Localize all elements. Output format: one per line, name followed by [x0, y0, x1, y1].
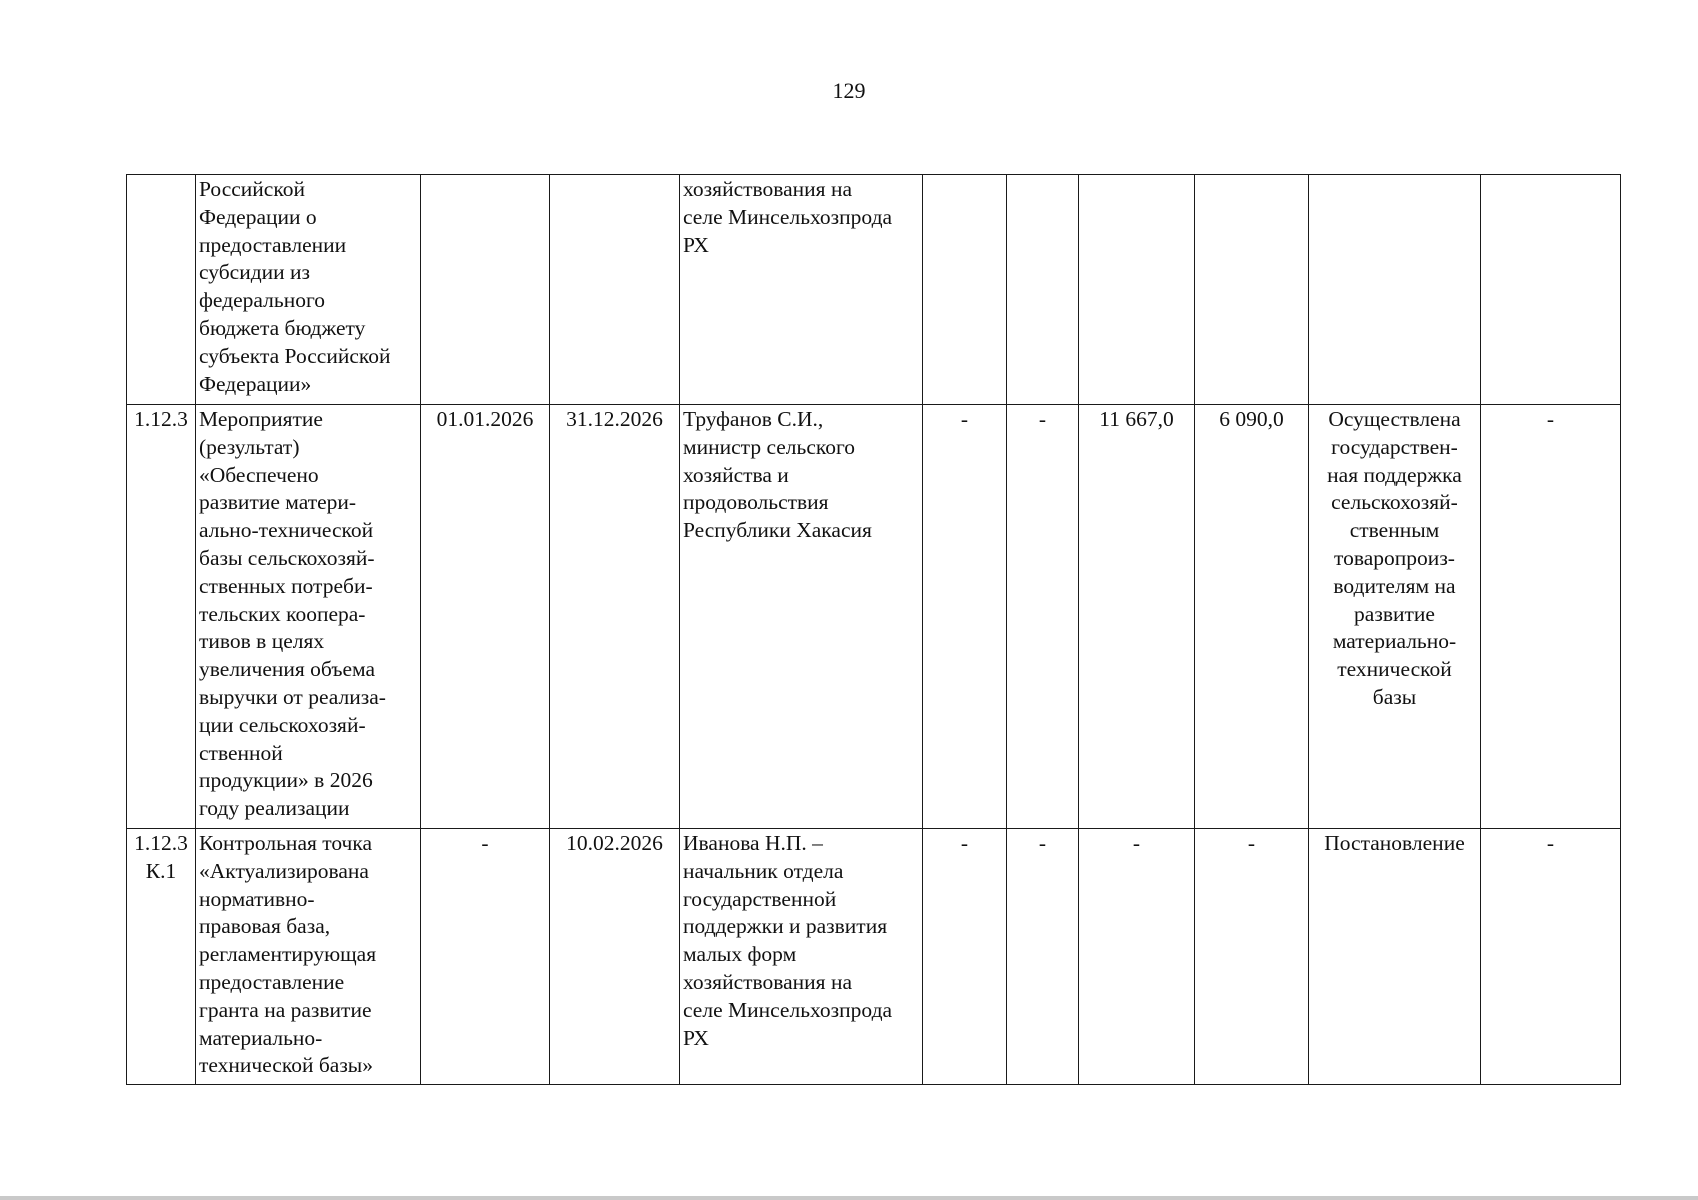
value-cell-4: 6 090,0	[1195, 405, 1309, 829]
row-id-cell: 1.12.3	[127, 405, 196, 829]
page-number: 129	[832, 78, 866, 103]
value-cell-3: 11 667,0	[1079, 405, 1195, 829]
table-row	[127, 405, 1621, 829]
row-id-cell: 1.12.3 К.1	[127, 829, 196, 1085]
activity-name-cell: Мероприятие (результат) «Обеспечено развитие матери- ально-технической базы сельскохозяй- ственных потреби- тельских коопера- тивов в целях увеличения объема выручки от реализа- ции сельскохозяй- ственной продукции» в 2026 году реализации	[196, 405, 421, 829]
value-cell-2: -	[1007, 405, 1079, 829]
last-cell: -	[1481, 405, 1621, 829]
responsible-cell: Иванова Н.П. – начальник отдела государственной поддержки и развития малых форм хозяйствования на селе Минсельхозпрода РХ	[680, 829, 923, 1085]
scan-bottom-edge	[0, 1196, 1698, 1200]
start-date-cell: -	[421, 829, 550, 1085]
end-date-cell	[550, 175, 680, 405]
activity-name-cell: Российской Федерации о предоставлении субсидии из федерального бюджета бюджету субъекта Российской Федерации»	[196, 175, 421, 405]
result-cell: Постановление	[1309, 829, 1481, 1085]
table-row	[127, 175, 1621, 405]
activity-plan-table	[126, 174, 1621, 1085]
table-row	[127, 829, 1621, 1085]
end-date-cell: 10.02.2026	[550, 829, 680, 1085]
end-date-cell: 31.12.2026	[550, 405, 680, 829]
value-cell-1: -	[923, 405, 1007, 829]
value-cell-4: -	[1195, 829, 1309, 1085]
value-cell-1: -	[923, 829, 1007, 1085]
last-cell: -	[1481, 829, 1621, 1085]
start-date-cell: 01.01.2026	[421, 405, 550, 829]
responsible-cell: Труфанов С.И., министр сельского хозяйства и продовольствия Республики Хакасия	[680, 405, 923, 829]
value-cell-4	[1195, 175, 1309, 405]
last-cell	[1481, 175, 1621, 405]
row-id-cell	[127, 175, 196, 405]
responsible-cell: хозяйствования на селе Минсельхозпрода РХ	[680, 175, 923, 405]
value-cell-2	[1007, 175, 1079, 405]
result-cell	[1309, 175, 1481, 405]
start-date-cell	[421, 175, 550, 405]
value-cell-3	[1079, 175, 1195, 405]
value-cell-1	[923, 175, 1007, 405]
result-cell: Осуществлена государствен- ная поддержка сельскохозяй- ственным товаропроиз- водителям на развитие материально- технической базы	[1309, 405, 1481, 829]
activity-name-cell: Контрольная точка «Актуализирована нормативно- правовая база, регламентирующая предоставление гранта на развитие материально- технической базы»	[196, 829, 421, 1085]
value-cell-2: -	[1007, 829, 1079, 1085]
value-cell-3: -	[1079, 829, 1195, 1085]
